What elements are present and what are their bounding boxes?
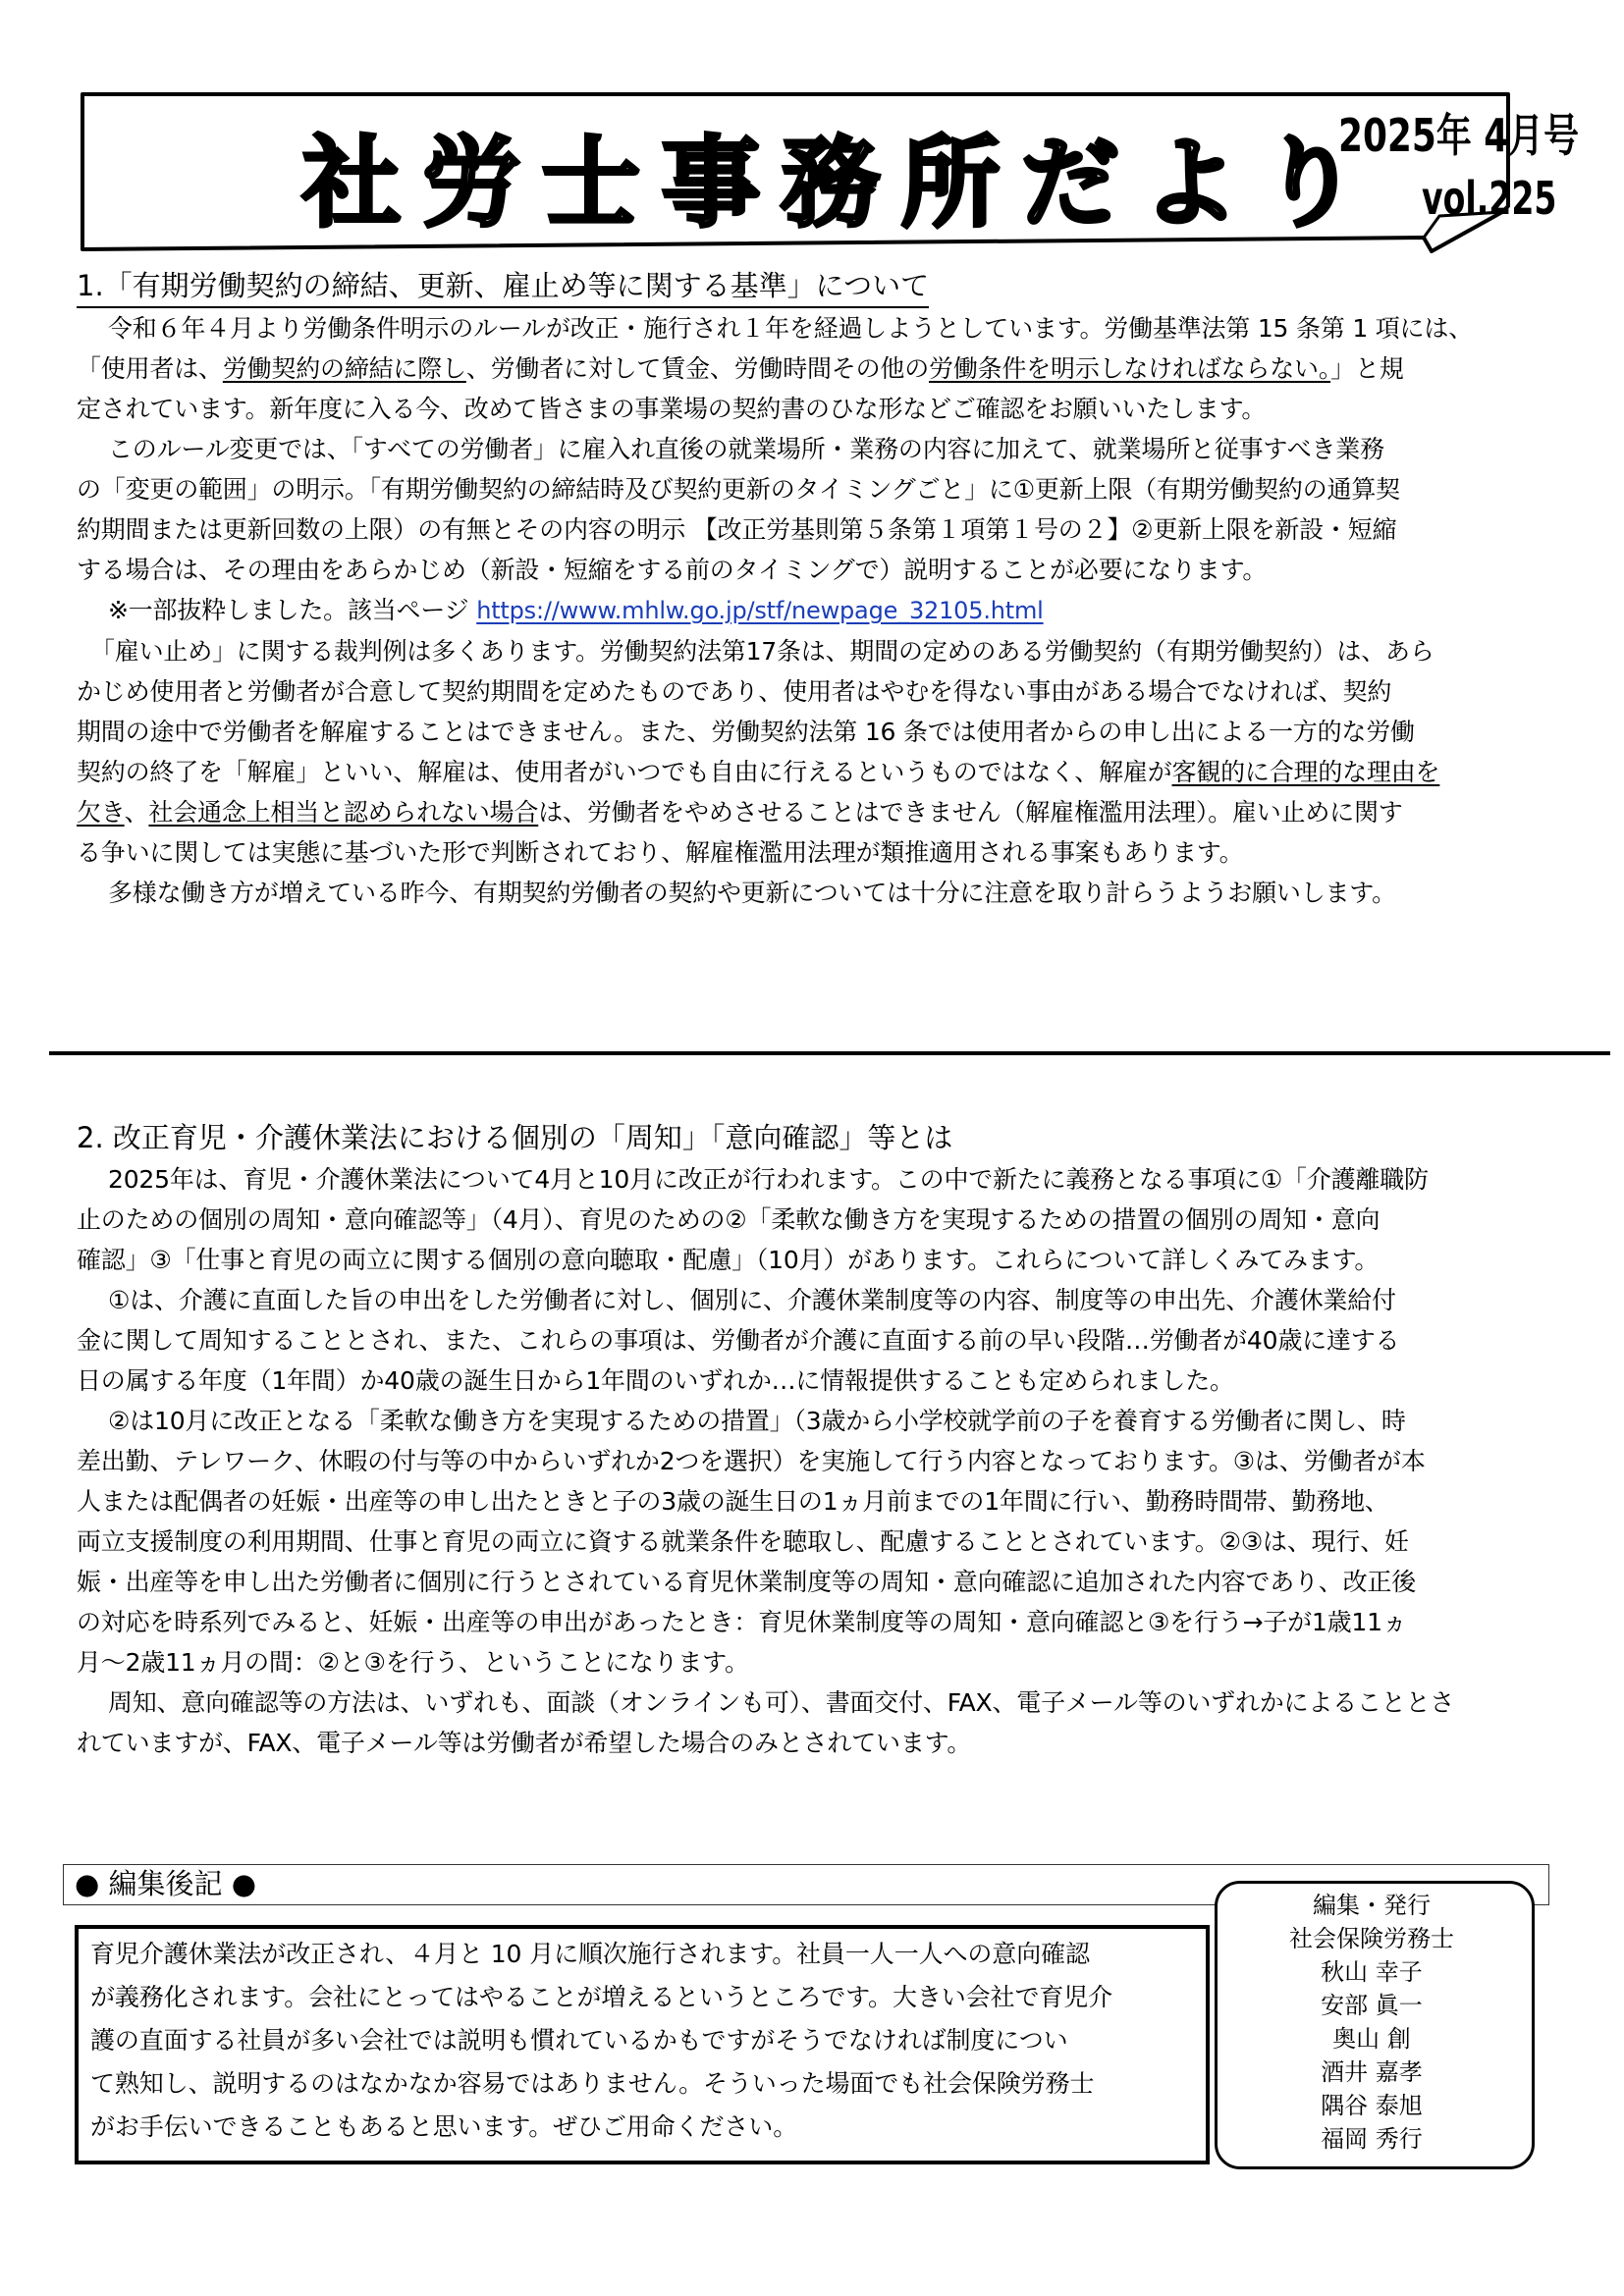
publisher-role: 社会保険労務士 (1289, 1925, 1454, 1952)
paragraph-line: 人または配偶者の妊娠・出産等の申し出たときと子の3歳の誕生日の1ヵ月前までの1年間に行い、勤務時間帯、勤務地、 (77, 1487, 1389, 1516)
section-2 (77, 1117, 1532, 1763)
publisher-name: 安部 眞一 (1321, 1992, 1423, 2019)
masthead (77, 90, 1579, 255)
paragraph-line: する場合は、その理由をあらかじめ（新設・短縮をする前のタイミングで）説明することが必要になります。 (77, 556, 1268, 584)
paragraph-line: ②は10月に改正となる「柔軟な働き方を実現するための措置」（3歳から小学校就学前の子を養育する労働者に関し、時 (108, 1407, 1406, 1435)
underlined-phrase: 欠き (77, 798, 125, 827)
paragraph-line: 令和６年４月より労働条件明示のルールが改正・施行され１年を経過しようとしています。労働基準法第 15 条第 1 項には、 (108, 314, 1474, 343)
paragraph-line: 約期間または更新回数の上限）の有無とその内容の明示 【改正労基則第５条第１項第１号の２】②更新上限を新設・短縮 (77, 515, 1397, 544)
publisher-name: 福岡 秀行 (1321, 2125, 1423, 2153)
publisher-list (1215, 1889, 1529, 2156)
paragraph-line: の対応を時系列でみると、妊娠・出産等の申出があったとき：育児休業制度等の周知・意向確認と③を行う→子が1歳11ヵ (77, 1608, 1407, 1636)
paragraph-line: 差出勤、テレワーク、休暇の付与等の中からいずれか2つを選択）を実施して行う内容となっております。③は、労働者が本 (77, 1447, 1426, 1475)
editorial-line: 育児介護休業法が改正され、４月と 10 月に順次施行されます。社員一人一人への意向確認 (90, 1940, 1090, 1968)
editorial-heading: ● 編集後記 ● (75, 1867, 257, 1900)
paragraph-line: かじめ使用者と労働者が合意して契約期間を定めたものであり、使用者はやむを得ない事由がある場合でなければ、契約 (77, 677, 1392, 706)
underlined-phrase: 客観的に合理的な理由を (1171, 758, 1440, 786)
section-divider (49, 1051, 1610, 1055)
underlined-phrase: 社会通念上相当と認められない場合 (148, 798, 539, 827)
paragraph-line: 月～2歳11ヵ月の間：②と③を行う、ということになります。 (77, 1648, 749, 1677)
paragraph-line: る争いに関しては実態に基づいた形で判断されており、解雇権濫用法理が類推適用される事案もあります。 (77, 838, 1244, 867)
publisher-name: 隅谷 泰旭 (1321, 2092, 1423, 2119)
publisher-name: 酒井 嘉孝 (1321, 2058, 1423, 2086)
editorial-line: がお手伝いできることもあると思います。ぜひご用命ください。 (90, 2112, 798, 2141)
paragraph-line: 日の属する年度（1年間）か40歳の誕生日から1年間のいずれか…に情報提供することも定められました。 (77, 1366, 1234, 1395)
underlined-phrase: 労働条件を明示しなければならない。 (929, 354, 1331, 383)
paragraph-line: このルール変更では、「すべての労働者」に雇入れ直後の就業場所・業務の内容に加えて、就業場所と従事すべき業務 (108, 435, 1384, 463)
paragraph-line: 金に関して周知することとされ、また、これらの事項は、労働者が介護に直面する前の早い段階…労働者が40歳に達する (77, 1326, 1400, 1355)
paragraph-line: 期間の途中で労働者を解雇することはできません。また、労働契約法第 16 条では使用者からの申し出による一方的な労働 (77, 718, 1415, 746)
publisher-name: 奥山 創 (1332, 2025, 1411, 2053)
publisher-name: 秋山 幸子 (1321, 1958, 1423, 1986)
paragraph-line: 「使用者は、労働契約の締結に際し、労働者に対して賃金、労働時間その他の労働条件を明示しなければならない。」と規 (77, 354, 1404, 383)
underlined-phrase: 労働契約の締結に際し (222, 354, 466, 383)
reference-note: ※一部抜粋しました。該当ページ https://www.mhlw.go.jp/stf/newpage_32105.html (108, 596, 1044, 624)
paragraph-line: 多様な働き方が増えている昨今、有期契約労働者の契約や更新については十分に注意を取り計らうようお願いします。 (108, 879, 1396, 907)
paragraph-line: 両立支援制度の利用期間、仕事と育児の両立に資する就業条件を聴取し、配慮することとされています。②③は、現行、妊 (77, 1527, 1409, 1556)
paragraph-line: 止のための個別の周知・意向確認等」（4月）、育児のための②「柔軟な働き方を実現するための措置の個別の周知・意向 (77, 1205, 1380, 1234)
editorial-line: て熟知し、説明するのはなかなか容易ではありません。そういった場面でも社会保険労務士 (90, 2069, 1095, 2098)
paragraph-line: 周知、意向確認等の方法は、いずれも、面談（オンラインも可）、書面交付、FAX、電子メール等のいずれかによることとさ (108, 1688, 1455, 1717)
paragraph-line: の「変更の範囲」の明示。「有期労働契約の締結時及び契約更新のタイミングごと」に①更新上限（有期労働契約の通算契 (77, 475, 1400, 504)
paragraph-line: 欠き、社会通念上相当と認められない場合は、労働者をやめさせることはできません（解雇権濫用法理）。雇い止めに関す (77, 798, 1403, 827)
paragraph-line: 確認」③「仕事と育児の両立に関する個別の意向聴取・配慮」（10月）があります。これらについて詳しくみてみます。 (77, 1246, 1380, 1274)
section-1 (77, 265, 1532, 913)
editorial-line: 護の直面する社員が多い会社では説明も慣れているかもですがそうでなければ制度につい (90, 2026, 1068, 2055)
publisher-label: 編集・発行 (1313, 1892, 1431, 1919)
paragraph-line: 娠・出産等を申し出た労働者に個別に行うとされている育児休業制度等の周知・意向確認に追加された内容であり、改正後 (77, 1568, 1417, 1596)
issue-date: 2025年 4月号 (1338, 109, 1579, 162)
paragraph-line: 2025年は、育児・介護休業法について4月と10月に改正が行われます。この中で新たに義務となる事項に①「介護離職防 (108, 1165, 1429, 1194)
paragraph-line: 「雇い止め」に関する裁判例は多くあります。労働契約法第17条は、期間の定めのある労働契約（有期労働契約）は、あら (90, 637, 1435, 666)
mhlw-link[interactable]: https://www.mhlw.go.jp/stf/newpage_32105.html (476, 597, 1044, 624)
volume-number: vol.225 (1422, 172, 1557, 225)
section-1-heading: 1.「有期労働契約の締結、更新、雇止め等に関する基準」について (77, 265, 929, 308)
paragraph-line: 契約の終了を「解雇」といい、解雇は、使用者がいつでも自由に行えるというものではなく、解雇が客観的に合理的な理由を (77, 758, 1440, 786)
paragraph-line: れていますが、FAX、電子メール等は労働者が希望した場合のみとされています。 (77, 1729, 972, 1757)
editorial-text (90, 1933, 1112, 2149)
paragraph-line: ①は、介護に直面した旨の申出をした労働者に対し、個別に、介護休業制度等の内容、制度等の申出先、介護休業給付 (108, 1286, 1396, 1314)
newsletter-title: 社労士事務所だより (302, 126, 1380, 240)
paragraph-line: 定されています。新年度に入る今、改めて皆さまの事業場の契約書のひな形などご確認をお願いいたします。 (77, 395, 1267, 423)
editorial-line: が義務化されます。会社にとってはやることが増えるというところです。大きい会社で育児介 (90, 1983, 1113, 2011)
section-2-heading: 2. 改正育児・介護休業法における個別の「周知」「意向確認」等とは (77, 1121, 953, 1154)
